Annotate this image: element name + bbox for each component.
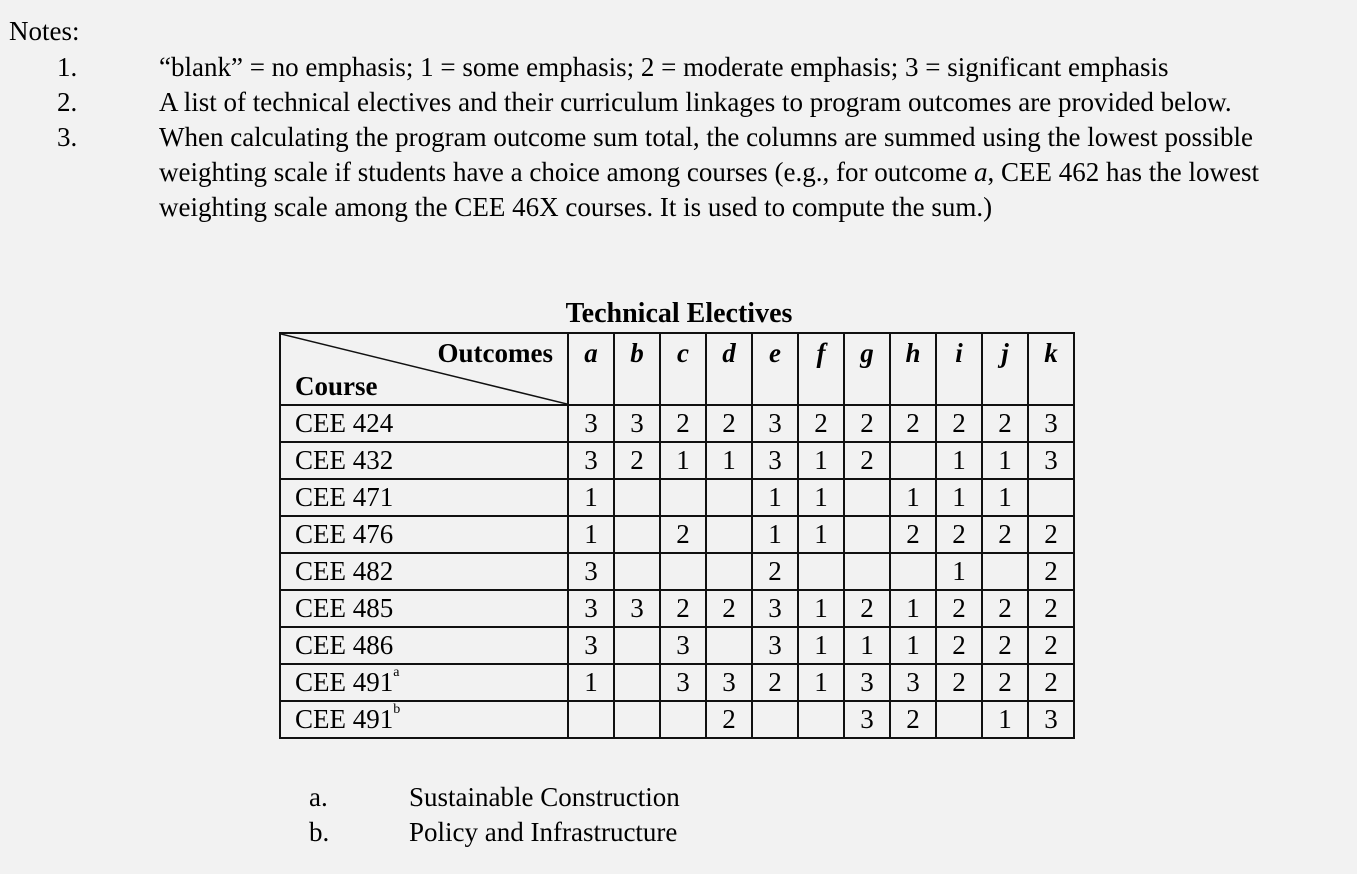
emphasis-cell	[706, 627, 752, 664]
table-row	[280, 479, 1074, 516]
emphasis-cell: 2	[844, 405, 890, 442]
note-number: 3.	[57, 122, 78, 152]
note-text: A list of technical electives and their curriculum linkages to program outcomes are provided below.	[159, 87, 1232, 117]
footnote-item	[0, 780, 1357, 815]
course-name: CEE 485	[295, 593, 394, 623]
course-header-label: Course	[295, 371, 378, 401]
emphasis-cell	[982, 553, 1028, 590]
emphasis-cell: 2	[1028, 590, 1074, 627]
footnote-text: Sustainable Construction	[409, 782, 680, 812]
table-row	[280, 405, 1074, 442]
note-text: “blank” = no emphasis; 1 = some emphasis; 2 = moderate emphasis; 3 = significant emphasis	[159, 52, 1169, 82]
emphasis-cell: 2	[1028, 627, 1074, 664]
table-row	[280, 590, 1074, 627]
emphasis-cell: 1	[890, 479, 936, 516]
notes-list	[0, 50, 1357, 225]
note-item	[0, 50, 1357, 85]
course-cell	[280, 701, 568, 738]
emphasis-cell: 3	[844, 664, 890, 701]
outcome-header: j	[982, 333, 1028, 405]
emphasis-cell	[844, 516, 890, 553]
emphasis-cell	[706, 516, 752, 553]
note-item	[0, 120, 1357, 225]
emphasis-cell: 1	[798, 627, 844, 664]
emphasis-cell	[706, 479, 752, 516]
emphasis-cell: 2	[982, 590, 1028, 627]
emphasis-cell: 2	[844, 590, 890, 627]
outcome-header: h	[890, 333, 936, 405]
emphasis-cell: 1	[706, 442, 752, 479]
emphasis-cell: 3	[752, 627, 798, 664]
emphasis-cell	[798, 553, 844, 590]
emphasis-cell	[890, 442, 936, 479]
emphasis-cell: 1	[568, 516, 614, 553]
emphasis-cell	[614, 479, 660, 516]
course-name: CEE 491	[295, 704, 394, 734]
course-name: CEE 486	[295, 630, 394, 660]
table-row	[280, 442, 1074, 479]
emphasis-cell: 1	[936, 479, 982, 516]
emphasis-cell: 2	[706, 701, 752, 738]
course-footnote-marker: a	[393, 665, 400, 680]
course-name: CEE 424	[295, 408, 394, 438]
emphasis-cell: 2	[706, 405, 752, 442]
outcomes-header-label: Outcomes	[437, 338, 553, 368]
footnote-text: Policy and Infrastructure	[409, 817, 678, 847]
emphasis-cell: 3	[568, 627, 614, 664]
emphasis-cell: 1	[798, 664, 844, 701]
emphasis-cell: 2	[660, 516, 706, 553]
emphasis-cell	[1028, 479, 1074, 516]
emphasis-cell: 3	[890, 664, 936, 701]
outcome-header: i	[936, 333, 982, 405]
emphasis-cell	[936, 701, 982, 738]
outcome-header: c	[660, 333, 706, 405]
table-row	[280, 701, 1074, 738]
emphasis-cell: 3	[752, 405, 798, 442]
corner-header-cell	[280, 333, 568, 405]
emphasis-cell: 3	[1028, 442, 1074, 479]
course-name: CEE 471	[295, 482, 394, 512]
emphasis-cell	[614, 627, 660, 664]
outcome-header: g	[844, 333, 890, 405]
emphasis-cell: 2	[890, 701, 936, 738]
course-cell	[280, 442, 568, 479]
emphasis-cell: 2	[936, 664, 982, 701]
note-item	[0, 85, 1357, 120]
emphasis-cell: 3	[752, 590, 798, 627]
technical-electives-table	[279, 332, 1075, 739]
outcome-header: k	[1028, 333, 1074, 405]
emphasis-cell	[660, 701, 706, 738]
emphasis-cell: 1	[982, 479, 1028, 516]
course-name: CEE 491	[295, 667, 394, 697]
emphasis-cell: 3	[660, 664, 706, 701]
note-number: 2.	[57, 87, 78, 117]
emphasis-cell: 2	[936, 590, 982, 627]
course-cell	[280, 553, 568, 590]
emphasis-cell: 2	[752, 664, 798, 701]
emphasis-cell: 2	[660, 590, 706, 627]
note-text-emphasis: a	[973, 157, 988, 187]
emphasis-cell: 1	[752, 516, 798, 553]
table-header-row	[280, 333, 1074, 405]
emphasis-cell	[660, 553, 706, 590]
emphasis-cell: 1	[798, 516, 844, 553]
emphasis-cell: 3	[614, 590, 660, 627]
emphasis-cell: 2	[844, 442, 890, 479]
note-number: 1.	[57, 52, 78, 82]
outcome-header: d	[706, 333, 752, 405]
emphasis-cell: 3	[614, 405, 660, 442]
emphasis-cell: 1	[752, 479, 798, 516]
table-title: Technical Electives	[565, 298, 793, 329]
emphasis-cell	[614, 516, 660, 553]
emphasis-cell	[614, 553, 660, 590]
emphasis-cell	[798, 701, 844, 738]
emphasis-cell	[614, 701, 660, 738]
emphasis-cell	[614, 664, 660, 701]
emphasis-cell: 3	[752, 442, 798, 479]
note-text-part: , CEE 462 has the lowest weighting scale among the CEE 46X courses. It is used to compute the sum.)	[159, 157, 1259, 222]
table-row	[280, 627, 1074, 664]
outcome-header: f	[798, 333, 844, 405]
outcome-header: a	[568, 333, 614, 405]
course-name: CEE 476	[295, 519, 394, 549]
emphasis-cell: 2	[982, 627, 1028, 664]
emphasis-cell: 1	[982, 442, 1028, 479]
emphasis-cell: 2	[1028, 553, 1074, 590]
emphasis-cell: 3	[1028, 701, 1074, 738]
emphasis-cell: 1	[798, 442, 844, 479]
footnote-item	[0, 815, 1357, 850]
notes-heading: Notes:	[9, 16, 80, 46]
emphasis-cell: 2	[982, 664, 1028, 701]
emphasis-cell: 1	[568, 479, 614, 516]
course-cell	[280, 590, 568, 627]
emphasis-cell: 2	[706, 590, 752, 627]
outcome-header: b	[614, 333, 660, 405]
emphasis-cell: 2	[982, 405, 1028, 442]
note-text-part: When calculating the program outcome sum total, the columns are summed using the lowest possible weighting scale if students have a choice among courses (e.g., for outcome	[159, 122, 1254, 187]
course-cell	[280, 405, 568, 442]
emphasis-cell: 2	[614, 442, 660, 479]
emphasis-cell	[706, 553, 752, 590]
course-name: CEE 432	[295, 445, 394, 475]
course-cell	[280, 627, 568, 664]
emphasis-cell: 2	[1028, 516, 1074, 553]
emphasis-cell: 2	[798, 405, 844, 442]
footnotes	[0, 780, 1357, 850]
course-cell	[280, 479, 568, 516]
emphasis-cell: 1	[660, 442, 706, 479]
table-row	[280, 664, 1074, 701]
emphasis-cell: 3	[844, 701, 890, 738]
emphasis-cell: 1	[936, 553, 982, 590]
emphasis-cell	[568, 701, 614, 738]
footnote-mark: a.	[309, 782, 328, 812]
emphasis-cell: 1	[844, 627, 890, 664]
outcome-header: e	[752, 333, 798, 405]
emphasis-cell	[890, 553, 936, 590]
emphasis-cell: 1	[936, 442, 982, 479]
course-cell	[280, 664, 568, 701]
emphasis-cell: 2	[660, 405, 706, 442]
emphasis-cell: 3	[660, 627, 706, 664]
emphasis-cell: 1	[798, 479, 844, 516]
emphasis-cell	[752, 701, 798, 738]
note-text	[159, 120, 1344, 225]
emphasis-cell: 3	[568, 553, 614, 590]
table-row	[280, 516, 1074, 553]
emphasis-cell: 3	[568, 590, 614, 627]
emphasis-cell: 2	[890, 516, 936, 553]
emphasis-cell	[660, 479, 706, 516]
table-row	[280, 553, 1074, 590]
emphasis-cell: 1	[890, 627, 936, 664]
emphasis-cell: 2	[936, 405, 982, 442]
emphasis-cell: 1	[568, 664, 614, 701]
emphasis-cell	[844, 553, 890, 590]
emphasis-cell: 2	[936, 516, 982, 553]
emphasis-cell: 2	[890, 405, 936, 442]
emphasis-cell: 2	[1028, 664, 1074, 701]
course-cell	[280, 516, 568, 553]
emphasis-cell: 1	[982, 701, 1028, 738]
footnote-mark: b.	[309, 817, 330, 847]
emphasis-cell: 3	[568, 405, 614, 442]
emphasis-cell: 2	[752, 553, 798, 590]
emphasis-cell: 3	[1028, 405, 1074, 442]
table-body	[280, 405, 1074, 738]
emphasis-cell: 2	[982, 516, 1028, 553]
emphasis-cell: 1	[890, 590, 936, 627]
course-name: CEE 482	[295, 556, 394, 586]
emphasis-cell: 3	[706, 664, 752, 701]
emphasis-cell: 2	[936, 627, 982, 664]
course-footnote-marker: b	[393, 702, 401, 717]
emphasis-cell: 3	[568, 442, 614, 479]
emphasis-cell: 1	[798, 590, 844, 627]
emphasis-cell	[844, 479, 890, 516]
